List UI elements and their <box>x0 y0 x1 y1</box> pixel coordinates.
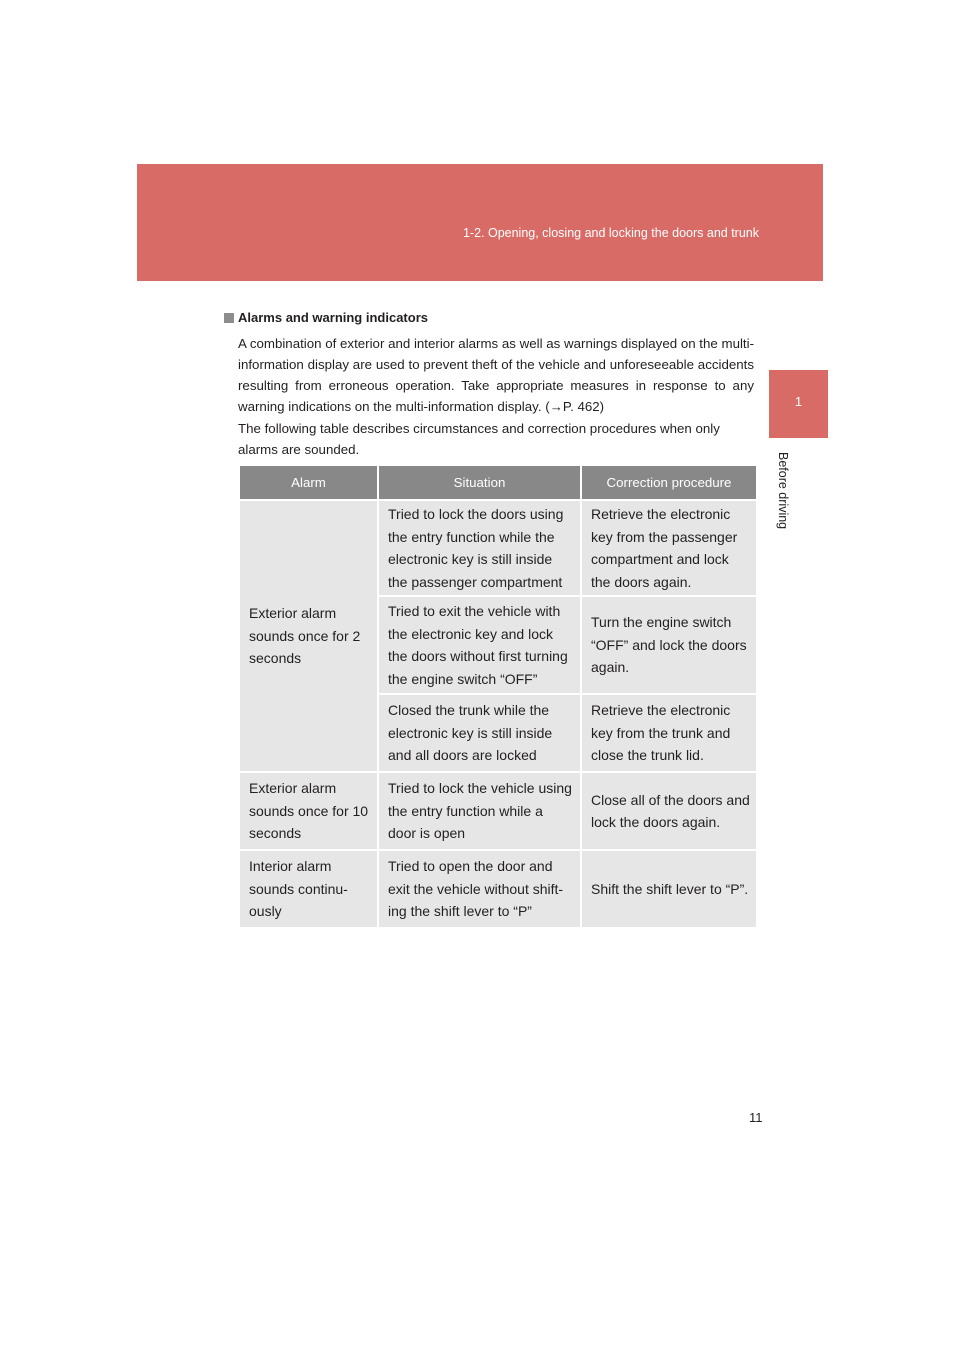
situation-cell: Tried to lock the doors using the entry function while the electronic key is still inside the passenger compartment <box>378 500 581 596</box>
alarm-cell: Exterior alarm sounds once for 10 seconds <box>240 772 378 850</box>
table-row <box>240 500 756 596</box>
correction-cell: Shift the shift lever to “P”. <box>581 850 756 927</box>
correction-cell: Retrieve the electronic key from the trunk and close the trunk lid. <box>581 694 756 772</box>
table-row <box>240 772 756 850</box>
section-heading <box>224 310 428 325</box>
correction-cell: Close all of the doors and lock the doors again. <box>581 772 756 850</box>
column-header-correction: Correction procedure <box>581 466 756 500</box>
intro-paragraph: A combination of exterior and interior alarms as well as warnings displayed on the multi-information display are used to prevent theft of the vehicle and unforeseeable accidents resulting from erroneous operation. Take appropriate measures in response to any warning indications on the multi-information display. (→P. 462) <box>238 336 754 414</box>
situation-cell: Closed the trunk while the electronic key is still inside and all doors are locked <box>378 694 581 772</box>
section-heading-text: Alarms and warning indicators <box>238 310 428 325</box>
table-header-row <box>240 466 756 500</box>
situation-cell: Tried to open the door and exit the vehicle without shift-ing the shift lever to “P” <box>378 850 581 927</box>
page-number: 11 <box>749 1110 763 1125</box>
square-bullet-icon <box>224 313 234 323</box>
column-header-alarm: Alarm <box>240 466 378 500</box>
section-title: 1-2. Opening, closing and locking the doors and trunk <box>462 226 759 240</box>
situation-cell: Tried to exit the vehicle with the electronic key and lock the doors without first turning the engine switch “OFF” <box>378 596 581 694</box>
situation-cell: Tried to lock the vehicle using the entry function while a door is open <box>378 772 581 850</box>
header-band <box>137 164 823 281</box>
table-row <box>240 850 756 927</box>
alarm-table <box>240 466 756 927</box>
column-header-situation: Situation <box>378 466 581 500</box>
alarm-cell: Exterior alarm sounds once for 2 seconds <box>240 500 378 772</box>
correction-cell: Retrieve the electronic key from the passenger compartment and lock the doors again. <box>581 500 756 596</box>
table-intro-paragraph: The following table describes circumstances and correction procedures when only alarms are sounded. <box>238 421 720 457</box>
chapter-label: Before driving <box>776 452 790 530</box>
chapter-tab <box>769 370 828 438</box>
correction-cell: Turn the engine switch “OFF” and lock the doors again. <box>581 596 756 694</box>
alarm-cell: Interior alarm sounds continu-ously <box>240 850 378 927</box>
chapter-number: 1 <box>794 394 803 409</box>
